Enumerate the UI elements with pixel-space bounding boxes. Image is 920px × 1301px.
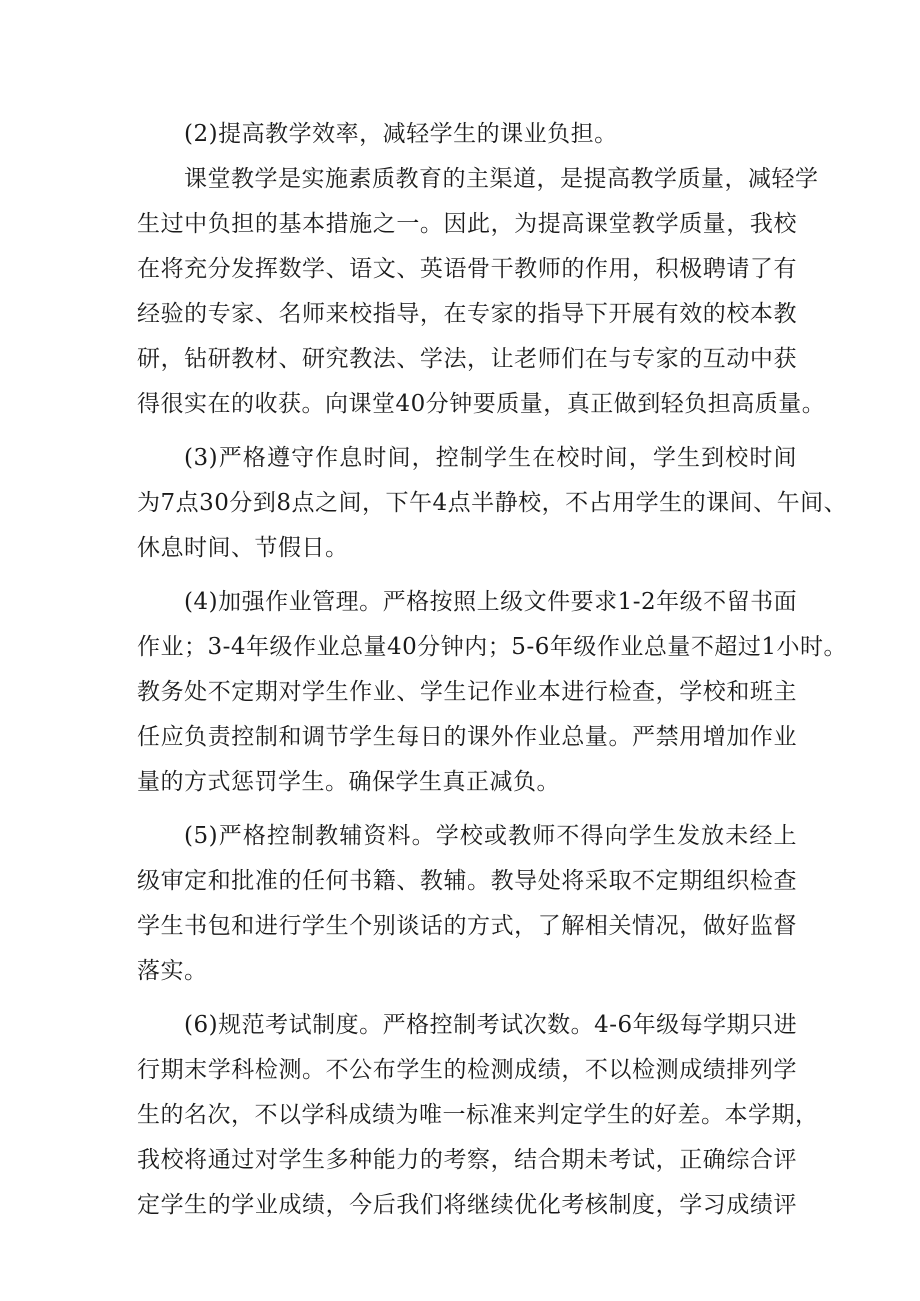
paragraph-2-body: [137, 157, 826, 427]
paragraph-line: 在将充分发挥数学、语文、英语骨干教师的作用，积极聘请了有: [137, 256, 797, 282]
paragraph-4: [137, 580, 847, 805]
paragraph-line: 行期末学科检测。不公布学生的检测成绩，不以检测成绩排列学: [137, 1057, 797, 1083]
paragraph-line: 学生书包和进行学生个别谈话的方式，了解相关情况，做好监督: [137, 913, 797, 939]
paragraph-line: 休息时间、节假日。: [137, 535, 349, 561]
paragraph-5: [137, 814, 797, 994]
paragraph-line: 得很实在的收获。向课堂40分钟要质量，真正做到轻负担高质量。: [137, 391, 826, 417]
paragraph-line: 我校将通过对学生多种能力的考察，结合期未考试，正确综合评: [137, 1147, 797, 1173]
paragraph-line: 任应负责控制和调节学生每日的课外作业总量。严禁用增加作业: [137, 724, 797, 750]
paragraph-line: 落实。: [137, 958, 208, 984]
paragraph-line: (2)提高教学效率，减轻学生的课业负担。: [184, 121, 618, 147]
paragraph-line: (6)规范考试制度。严格控制考试次数。4-6年级每学期只进: [184, 1012, 798, 1038]
paragraph-line: (5)严格控制教辅资料。学校或教师不得向学生发放未经上: [184, 823, 797, 849]
paragraph-line: 为7点30分到8点之间，下午4点半静校，不占用学生的课间、午间、: [137, 490, 848, 516]
paragraph-line: 作业；3-4年级作业总量40分钟内；5-6年级作业总量不超过1小时。: [137, 634, 847, 660]
paragraph-line: 级审定和批准的任何书籍、教辅。教导处将采取不定期组织检查: [137, 868, 797, 894]
paragraph-line: 课堂教学是实施素质教育的主渠道，是提高教学质量，减轻学: [184, 166, 819, 192]
paragraph-6: [137, 1003, 819, 1228]
paragraph-3: [137, 436, 848, 571]
paragraph-line: (3)严格遵守作息时间，控制学生在校时间，学生到校时间: [184, 445, 797, 471]
paragraph-line: 生过中负担的基本措施之一。因此，为提高课堂教学质量，我校: [137, 211, 797, 237]
paragraph-2-heading: [137, 112, 797, 157]
paragraph-line: 定学生的学业成绩，今后我们将继续优化考核制度，学习成绩评: [137, 1192, 797, 1218]
paragraph-line: 研，钻研教材、研究教法、学法，让老师们在与专家的互动中获: [137, 346, 797, 372]
paragraph-line: (4)加强作业管理。严格按照上级文件要求1-2年级不留书面: [184, 589, 798, 615]
paragraph-line: 教务处不定期对学生作业、学生记作业本进行检查，学校和班主: [137, 679, 797, 705]
paragraph-line: 经验的专家、名师来校指导，在专家的指导下开展有效的校本教: [137, 301, 797, 327]
paragraph-line: 生的名次，不以学科成绩为唯一标准来判定学生的好差。本学期，: [137, 1102, 819, 1128]
document-body: [137, 112, 848, 1228]
paragraph-line: 量的方式惩罚学生。确保学生真正减负。: [137, 769, 560, 795]
